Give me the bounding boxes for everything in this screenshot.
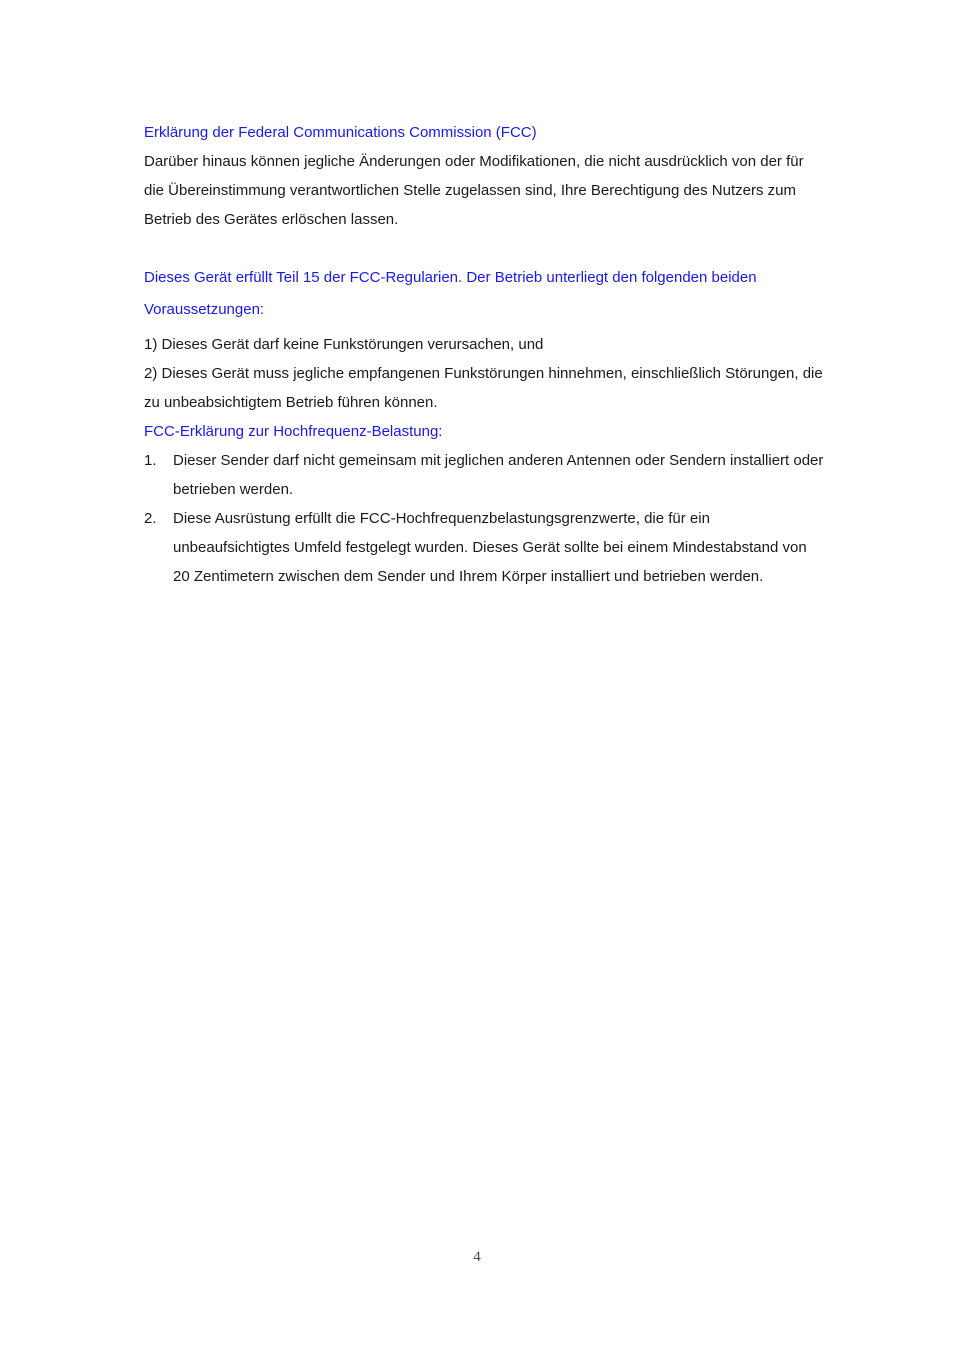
part15-heading: Dieses Gerät erfüllt Teil 15 der FCC-Regularien. Der Betrieb unterliegt den folgenden beiden Voraussetzungen: (144, 269, 757, 318)
document-content (144, 118, 824, 591)
rf-list-number: 2. (144, 510, 157, 527)
page-number: 4 (473, 1249, 481, 1265)
condition-1: 1) Dieses Gerät darf keine Funkstörungen verursachen, und (144, 336, 544, 353)
fcc-paragraph: Darüber hinaus können jegliche Änderungen oder Modifikationen, die nicht ausdrücklich von der für die Übereinstimmung verantwortlichen Stelle zugelassen sind, Ihre Berechtigung des Nutzers zum Betrieb des Gerätes erlöschen lassen. (144, 153, 804, 228)
rf-list-text: Diese Ausrüstung erfüllt die FCC-Hochfrequenzbelastungsgrenzwerte, die für ein unbeaufsichtigtes Umfeld festgelegt wurden. Dieses Gerät sollte bei einem Mindestabstand von 20 Zentimetern zwischen dem Sender und Ihrem Körper installiert und betrieben werden. (173, 510, 807, 585)
rf-list-number: 1. (144, 452, 157, 469)
rf-list-text: Dieser Sender darf nicht gemeinsam mit jeglichen anderen Antennen oder Sendern installiert oder betrieben werden. (173, 452, 824, 498)
section-spacer (144, 234, 824, 262)
rf-list-item (144, 446, 824, 504)
condition-2: 2) Dieses Gerät muss jegliche empfangenen Funkstörungen hinnehmen, einschließlich Störungen, die zu unbeabsichtigtem Betrieb führen können. (144, 365, 823, 411)
fcc-heading: Erklärung der Federal Communications Commission (FCC) (144, 124, 537, 141)
rf-list (144, 446, 824, 591)
rf-list-item (144, 504, 824, 591)
rf-heading: FCC-Erklärung zur Hochfrequenz-Belastung: (144, 423, 443, 440)
